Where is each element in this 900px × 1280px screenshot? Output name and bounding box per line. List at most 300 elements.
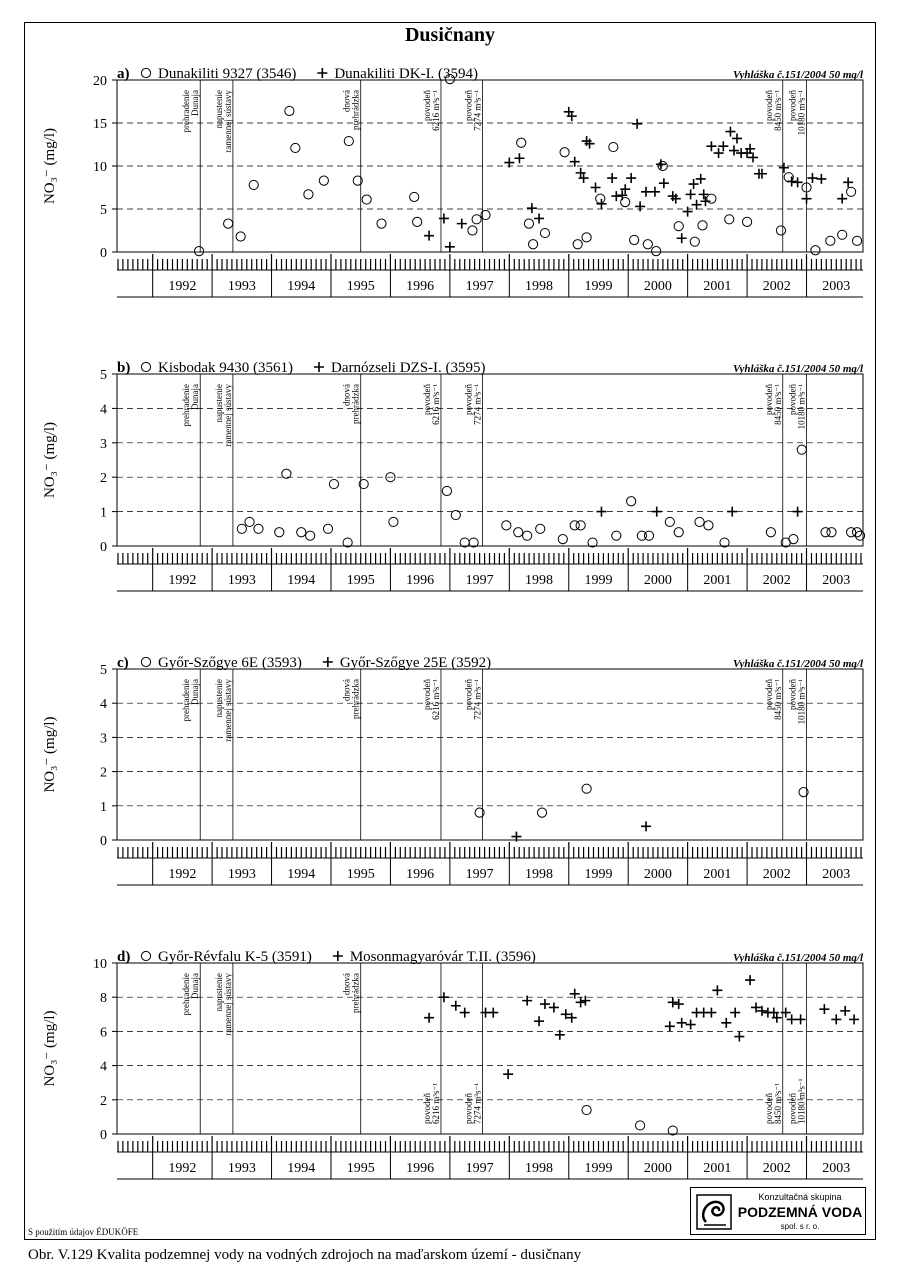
event-label-5-2: 7274 m³s⁻¹ <box>472 679 483 720</box>
x-tick-label-4: 1995 <box>346 1161 375 1176</box>
legend-entry-2: Darnózseli DZS-I. (3595) <box>331 360 486 376</box>
y-tick-label-5: 20 <box>93 74 107 89</box>
y-tick-label-1: 0 <box>100 1128 107 1143</box>
event-label-4-2: 6216 m³s⁻¹ <box>430 1083 441 1124</box>
data-point-1-24 <box>576 521 585 530</box>
x-tick-label-1: 1992 <box>168 573 197 588</box>
data-point-1-14 <box>413 217 422 226</box>
data-point-2-52 <box>787 176 797 186</box>
data-point-2-44 <box>732 133 742 143</box>
event-label-5-1: povodeň <box>463 1093 474 1124</box>
x-tick-label-3: 1994 <box>287 1161 316 1176</box>
source-note: S použitím údajov ÉDUKÖFE <box>28 1227 139 1237</box>
event-label-7-1: povodeň <box>787 1093 798 1124</box>
data-point-1-1 <box>194 247 203 256</box>
data-point-2-54 <box>802 194 812 204</box>
month-tick-band <box>117 1136 863 1152</box>
data-point-2-41 <box>840 1006 850 1016</box>
data-point-2-42 <box>725 127 735 137</box>
data-point-2-40 <box>831 1014 841 1024</box>
event-label-3-1: dnová <box>341 384 352 406</box>
data-point-1-34 <box>690 237 699 246</box>
data-point-1-1 <box>582 1105 591 1114</box>
data-point-1-32 <box>695 517 704 526</box>
data-point-1-6 <box>297 528 306 537</box>
legend-marker-1-circle-icon <box>141 951 150 960</box>
data-point-2-27 <box>656 159 666 169</box>
data-point-2-38 <box>700 196 710 206</box>
data-point-2-43 <box>729 146 739 156</box>
legend-entry-2: Mosonmagyaróvár T.II. (3596) <box>349 949 536 965</box>
data-point-1-45 <box>847 187 856 196</box>
y-axis-label: NO₃⁻ (mg/l) <box>42 716 58 793</box>
data-point-1-27 <box>609 142 618 151</box>
event-label-7-1: povodeň <box>787 679 798 710</box>
x-tick-label-4: 1995 <box>346 573 375 588</box>
event-label-4-2: 6216 m³s⁻¹ <box>430 384 441 425</box>
data-point-1-24 <box>573 240 582 249</box>
y-tick-label-4: 6 <box>100 1025 107 1041</box>
x-tick-label-1: 1992 <box>168 1161 197 1176</box>
data-point-1-40 <box>827 528 836 537</box>
x-tick-label-12: 2003 <box>822 867 851 882</box>
y-tick-label-1: 0 <box>100 540 107 555</box>
data-point-2-18 <box>665 1021 675 1031</box>
y-tick-label-5: 4 <box>100 697 107 713</box>
data-point-2-25 <box>706 1008 716 1018</box>
data-point-1-35 <box>766 528 775 537</box>
data-point-2-2 <box>439 213 449 223</box>
data-point-1-9 <box>329 479 338 488</box>
x-tick-label-8: 1999 <box>584 1161 613 1176</box>
month-ticks <box>118 548 861 564</box>
data-point-2-58 <box>843 177 853 187</box>
panel-letter: c) <box>117 655 129 671</box>
series-2 <box>424 975 859 1079</box>
data-point-2-16 <box>591 183 601 193</box>
x-tick-label-10: 2001 <box>703 279 732 294</box>
event-label-2-2: ramennej sústavy <box>222 679 233 742</box>
data-point-1-26 <box>612 531 621 540</box>
month-ticks <box>118 842 861 858</box>
data-point-2-53 <box>793 177 803 187</box>
data-point-2-1 <box>424 231 434 241</box>
month-tick-band <box>117 548 863 564</box>
data-point-2-11 <box>549 1002 559 1012</box>
data-point-2-29 <box>734 1032 744 1042</box>
y-tick-label-2: 5 <box>100 203 107 218</box>
legend-entry-1: Kisbodak 9430 (3561) <box>158 360 293 376</box>
x-tick-label-11: 2002 <box>762 867 791 882</box>
data-point-2-19 <box>611 191 621 201</box>
legend-entry-2: Dunakiliti DK-I. (3594) <box>334 66 479 82</box>
x-tick-label-5: 1996 <box>406 1161 435 1176</box>
data-point-1-7 <box>304 190 313 199</box>
data-point-1-33 <box>704 521 713 530</box>
data-point-1-12 <box>377 219 386 228</box>
data-point-2-18 <box>607 173 617 183</box>
series-2 <box>511 821 651 841</box>
data-point-2-38 <box>796 1014 806 1024</box>
x-tick-label-7: 1998 <box>525 279 554 294</box>
legend-entry-1: Győr-Szőgye 6E (3593) <box>158 655 302 671</box>
data-point-1-37 <box>789 535 798 544</box>
series-1 <box>475 784 808 817</box>
logo-line-1: Konzultačná skupina <box>758 1192 842 1202</box>
data-point-1-1 <box>237 524 246 533</box>
data-point-2-3 <box>451 1001 461 1011</box>
data-point-1-17 <box>472 215 481 224</box>
data-point-1-2 <box>635 1121 644 1130</box>
data-point-2-24 <box>635 201 645 211</box>
data-point-1-19 <box>517 138 526 147</box>
data-point-2-31 <box>677 233 687 243</box>
data-point-2-36 <box>781 1008 791 1018</box>
data-point-1-16 <box>468 226 477 235</box>
data-point-1-38 <box>742 217 751 226</box>
x-tick-label-6: 1997 <box>465 867 494 882</box>
y-tick-label-3: 10 <box>93 160 107 175</box>
event-label-7-2: 10180 m³s⁻¹ <box>796 1078 807 1124</box>
y-tick-label-3: 2 <box>100 765 107 781</box>
x-tick-label-4: 1995 <box>346 279 375 294</box>
data-point-2-22 <box>686 1020 696 1030</box>
y-tick-label-5: 8 <box>100 991 107 1007</box>
event-label-5-1: povodeň <box>463 679 474 710</box>
data-point-1-22 <box>558 535 567 544</box>
event-label-1-2: Dunaja <box>190 973 201 999</box>
data-point-2-4 <box>457 219 467 229</box>
data-point-2-19 <box>668 997 678 1007</box>
event-label-1-2: Dunaja <box>190 679 201 705</box>
data-point-1-43 <box>826 236 835 245</box>
data-point-1-35 <box>698 221 707 230</box>
data-point-2-26 <box>650 187 660 197</box>
series-1 <box>582 1105 677 1135</box>
x-tick-label-4: 1995 <box>346 867 375 882</box>
x-tick-label-7: 1998 <box>525 867 554 882</box>
data-point-2-12 <box>555 1030 565 1040</box>
data-point-2-10 <box>540 999 550 1009</box>
data-point-2-9 <box>534 1016 544 1026</box>
x-tick-label-10: 2001 <box>703 1161 732 1176</box>
data-point-1-18 <box>502 521 511 530</box>
data-point-2-39 <box>819 1004 829 1014</box>
y-axis-label: NO₃⁻ (mg/l) <box>42 1010 58 1087</box>
x-tick-label-10: 2001 <box>703 867 732 882</box>
event-label-5-2: 7274 m³s⁻¹ <box>472 90 483 131</box>
data-point-2-33 <box>686 189 696 199</box>
x-tick-label-5: 1996 <box>406 867 435 882</box>
data-point-2-23 <box>632 119 642 129</box>
x-tick-label-8: 1999 <box>584 867 613 882</box>
chart-panel-3 <box>42 655 864 885</box>
data-point-1-30 <box>643 240 652 249</box>
event-label-2-2: ramennej sústavy <box>222 384 233 447</box>
logo-line-2: PODZEMNÁ VODA <box>737 1204 863 1220</box>
event-label-1-2: Dunaja <box>190 90 201 116</box>
data-point-1-7 <box>306 531 315 540</box>
legend-entry-1: Dunakiliti 9327 (3546) <box>158 66 297 82</box>
legend-entry-1: Győr-Révfalu K-5 (3591) <box>158 949 312 965</box>
event-label-4-1: povodeň <box>421 90 432 121</box>
data-point-1-29 <box>644 531 653 540</box>
data-point-2-20 <box>674 999 684 1009</box>
data-point-1-13 <box>410 192 419 201</box>
x-tick-label-6: 1997 <box>465 279 494 294</box>
chart-panel-1 <box>42 66 864 297</box>
data-point-1-25 <box>582 233 591 242</box>
event-label-6-2: 8450 m³s⁻¹ <box>772 90 783 131</box>
x-tick-label-12: 2003 <box>822 1161 851 1176</box>
panel-letter: d) <box>117 949 131 965</box>
x-tick-label-8: 1999 <box>584 279 613 294</box>
data-point-2-7 <box>503 1069 513 1079</box>
y-tick-label-6: 10 <box>93 957 107 972</box>
legend-marker-2-plus-icon <box>323 657 333 667</box>
x-tick-label-7: 1998 <box>525 1161 554 1176</box>
data-point-2-4 <box>460 1008 470 1018</box>
y-tick-label-4: 15 <box>93 117 107 132</box>
x-tick-label-11: 2002 <box>762 573 791 588</box>
data-point-2-25 <box>641 187 651 197</box>
x-tick-label-8: 1999 <box>584 573 613 588</box>
data-point-2-4 <box>793 507 803 517</box>
y-tick-label-6: 5 <box>100 368 107 383</box>
legend-marker-2-plus-icon <box>314 362 324 372</box>
data-point-1-46 <box>852 236 861 245</box>
data-point-1-38 <box>797 445 806 454</box>
event-label-7-1: povodeň <box>787 90 798 121</box>
data-point-2-3 <box>445 242 455 252</box>
event-label-6-1: povodeň <box>763 679 774 710</box>
data-point-2-22 <box>626 173 636 183</box>
data-point-1-4 <box>249 180 258 189</box>
data-point-2-3 <box>727 507 737 517</box>
event-label-3-2: prehrádzka <box>350 973 361 1013</box>
panel-letter: a) <box>117 66 130 82</box>
panel-letter: b) <box>117 360 131 376</box>
data-point-2-1 <box>424 1013 434 1023</box>
data-point-2-34 <box>689 179 699 189</box>
event-label-7-1: povodeň <box>787 384 798 415</box>
x-tick-label-2: 1993 <box>227 573 256 588</box>
data-point-1-19 <box>514 528 523 537</box>
x-tick-label-6: 1997 <box>465 1161 494 1176</box>
data-point-2-2 <box>652 507 662 517</box>
data-point-1-5 <box>282 469 291 478</box>
figure-caption: Obr. V.129 Kvalita podzemnej vody na vodných zdrojoch na maďarskom území - dusičnany <box>28 1247 582 1263</box>
event-label-2-2: ramennej sústavy <box>222 973 233 1036</box>
data-point-1-42 <box>811 246 820 255</box>
logo-line-3: spol. s r. o. <box>780 1222 820 1231</box>
data-point-1-31 <box>652 247 661 256</box>
event-label-3-2: prehrádzka <box>350 679 361 719</box>
data-point-1-21 <box>536 524 545 533</box>
month-tick-band <box>117 254 863 270</box>
data-point-1-27 <box>627 497 636 506</box>
y-tick-label-2: 2 <box>100 1093 107 1109</box>
event-label-1-1: prehradenie <box>181 679 192 722</box>
data-point-1-14 <box>442 486 451 495</box>
data-point-2-2 <box>641 821 651 831</box>
data-point-2-26 <box>712 985 722 995</box>
event-label-4-1: povodeň <box>421 679 432 710</box>
event-label-3-1: dnová <box>341 90 352 112</box>
x-tick-label-11: 2002 <box>762 1161 791 1176</box>
data-point-2-36 <box>696 174 706 184</box>
event-label-4-2: 6216 m³s⁻¹ <box>430 90 441 131</box>
data-point-2-28 <box>730 1008 740 1018</box>
data-point-1-6 <box>291 143 300 152</box>
data-point-2-28 <box>659 178 669 188</box>
event-label-2-2: ramennej sústavy <box>222 90 233 153</box>
data-point-1-31 <box>674 528 683 537</box>
data-point-2-16 <box>576 997 586 1007</box>
data-point-2-56 <box>816 174 826 184</box>
data-point-2-42 <box>849 1014 859 1024</box>
y-tick-label-1: 0 <box>100 834 107 849</box>
x-tick-label-10: 2001 <box>703 573 732 588</box>
x-tick-label-2: 1993 <box>227 1161 256 1176</box>
data-point-1-3 <box>582 784 591 793</box>
x-tick-label-9: 2000 <box>643 573 672 588</box>
event-label-4-1: povodeň <box>421 1093 432 1124</box>
event-label-4-1: povodeň <box>421 384 432 415</box>
legend-marker-1-circle-icon <box>141 68 150 77</box>
x-tick-label-5: 1996 <box>406 573 435 588</box>
x-tick-label-2: 1993 <box>227 867 256 882</box>
data-point-2-40 <box>714 148 724 158</box>
data-point-2-8 <box>534 213 544 223</box>
event-label-3-1: dnová <box>341 679 352 701</box>
event-label-5-2: 7274 m³s⁻¹ <box>472 1083 483 1124</box>
y-axis-label: NO₃⁻ (mg/l) <box>42 127 58 205</box>
event-label-2-1: napustenie <box>213 973 224 1012</box>
legend-entry-2: Győr-Szőgye 25E (3592) <box>339 655 492 671</box>
event-label-7-2: 10180 m³s⁻¹ <box>796 679 807 725</box>
event-label-2-1: napustenie <box>213 679 224 718</box>
event-label-1-1: prehradenie <box>181 90 192 133</box>
data-point-2-2 <box>439 992 449 1002</box>
x-tick-label-12: 2003 <box>822 279 851 294</box>
data-point-2-32 <box>683 207 693 217</box>
data-point-2-7 <box>527 203 537 213</box>
legend-marker-2-plus-icon <box>317 68 327 78</box>
x-tick-label-9: 2000 <box>643 1161 672 1176</box>
data-point-1-4 <box>275 528 284 537</box>
data-point-2-51 <box>779 163 789 173</box>
x-tick-label-12: 2003 <box>822 573 851 588</box>
data-point-1-8 <box>319 176 328 185</box>
data-point-1-22 <box>540 228 549 237</box>
data-point-1-8 <box>323 524 332 533</box>
chart-panel-2 <box>42 360 865 591</box>
data-point-1-29 <box>630 235 639 244</box>
data-point-2-41 <box>718 141 728 151</box>
data-point-2-1 <box>596 507 606 517</box>
y-tick-label-3: 2 <box>100 471 107 487</box>
data-point-2-6 <box>488 1008 498 1018</box>
legend-marker-2-plus-icon <box>333 951 343 961</box>
month-tick-band <box>117 842 863 858</box>
data-point-2-11 <box>570 157 580 167</box>
data-point-1-44 <box>838 230 847 239</box>
data-point-2-27 <box>721 1018 731 1028</box>
legend-marker-1-circle-icon <box>141 362 150 371</box>
x-tick-label-1: 1992 <box>168 279 197 294</box>
x-tick-label-11: 2002 <box>762 279 791 294</box>
data-point-2-35 <box>692 200 702 210</box>
month-ticks <box>118 1136 861 1152</box>
event-label-6-1: povodeň <box>763 90 774 121</box>
event-label-3-2: prehrádzka <box>350 384 361 424</box>
data-point-1-5 <box>285 106 294 115</box>
y-tick-label-2: 1 <box>100 505 107 521</box>
data-point-2-57 <box>837 194 847 204</box>
event-label-2-1: napustenie <box>213 384 224 423</box>
y-axis-label: NO₃⁻ (mg/l) <box>42 421 58 499</box>
event-label-5-1: povodeň <box>463 90 474 121</box>
event-label-6-2: 8450 m³s⁻¹ <box>772 679 783 720</box>
y-tick-label-4: 3 <box>100 731 107 747</box>
data-point-1-20 <box>524 219 533 228</box>
event-label-6-2: 8450 m³s⁻¹ <box>772 1083 783 1124</box>
data-point-1-11 <box>362 195 371 204</box>
x-tick-label-3: 1994 <box>287 279 316 294</box>
x-tick-label-3: 1994 <box>287 573 316 588</box>
data-point-1-15 <box>451 510 460 519</box>
x-tick-label-2: 1993 <box>227 279 256 294</box>
data-point-1-3 <box>254 524 263 533</box>
event-label-6-1: povodeň <box>763 1093 774 1124</box>
y-tick-label-4: 3 <box>100 436 107 452</box>
x-tick-label-9: 2000 <box>643 279 672 294</box>
x-tick-label-6: 1997 <box>465 573 494 588</box>
x-tick-label-7: 1998 <box>525 573 554 588</box>
y-tick-label-5: 4 <box>100 402 107 418</box>
event-label-4-2: 6216 m³s⁻¹ <box>430 679 441 720</box>
event-label-3-2: prehrádzka <box>350 90 361 130</box>
data-point-1-21 <box>528 240 537 249</box>
water-drop-logo-icon <box>696 1194 732 1230</box>
y-tick-label-1: 0 <box>100 246 107 261</box>
regulation-note: Vyhláška č.151/2004 50 mg/l <box>733 69 863 81</box>
event-label-6-2: 8450 m³s⁻¹ <box>772 384 783 425</box>
event-label-5-1: povodeň <box>463 384 474 415</box>
event-label-7-2: 10180 m³s⁻¹ <box>796 384 807 430</box>
event-label-2-1: napustenie <box>213 90 224 129</box>
data-point-1-37 <box>725 215 734 224</box>
regulation-note: Vyhláška č.151/2004 50 mg/l <box>733 658 863 670</box>
series-2 <box>424 107 853 252</box>
regulation-note: Vyhláška č.151/2004 50 mg/l <box>733 363 863 375</box>
x-tick-label-1: 1992 <box>168 867 197 882</box>
data-point-1-3 <box>236 232 245 241</box>
data-point-2-30 <box>745 975 755 985</box>
data-point-2-55 <box>807 173 817 183</box>
data-point-1-30 <box>665 517 674 526</box>
data-point-1-2 <box>224 219 233 228</box>
data-point-1-23 <box>560 148 569 157</box>
x-tick-label-3: 1994 <box>287 867 316 882</box>
x-tick-label-9: 2000 <box>643 867 672 882</box>
data-point-2-6 <box>514 153 524 163</box>
page-title: Dusičnany <box>404 24 496 46</box>
y-tick-label-6: 5 <box>100 663 107 678</box>
data-point-1-9 <box>344 136 353 145</box>
data-point-2-39 <box>706 141 716 151</box>
